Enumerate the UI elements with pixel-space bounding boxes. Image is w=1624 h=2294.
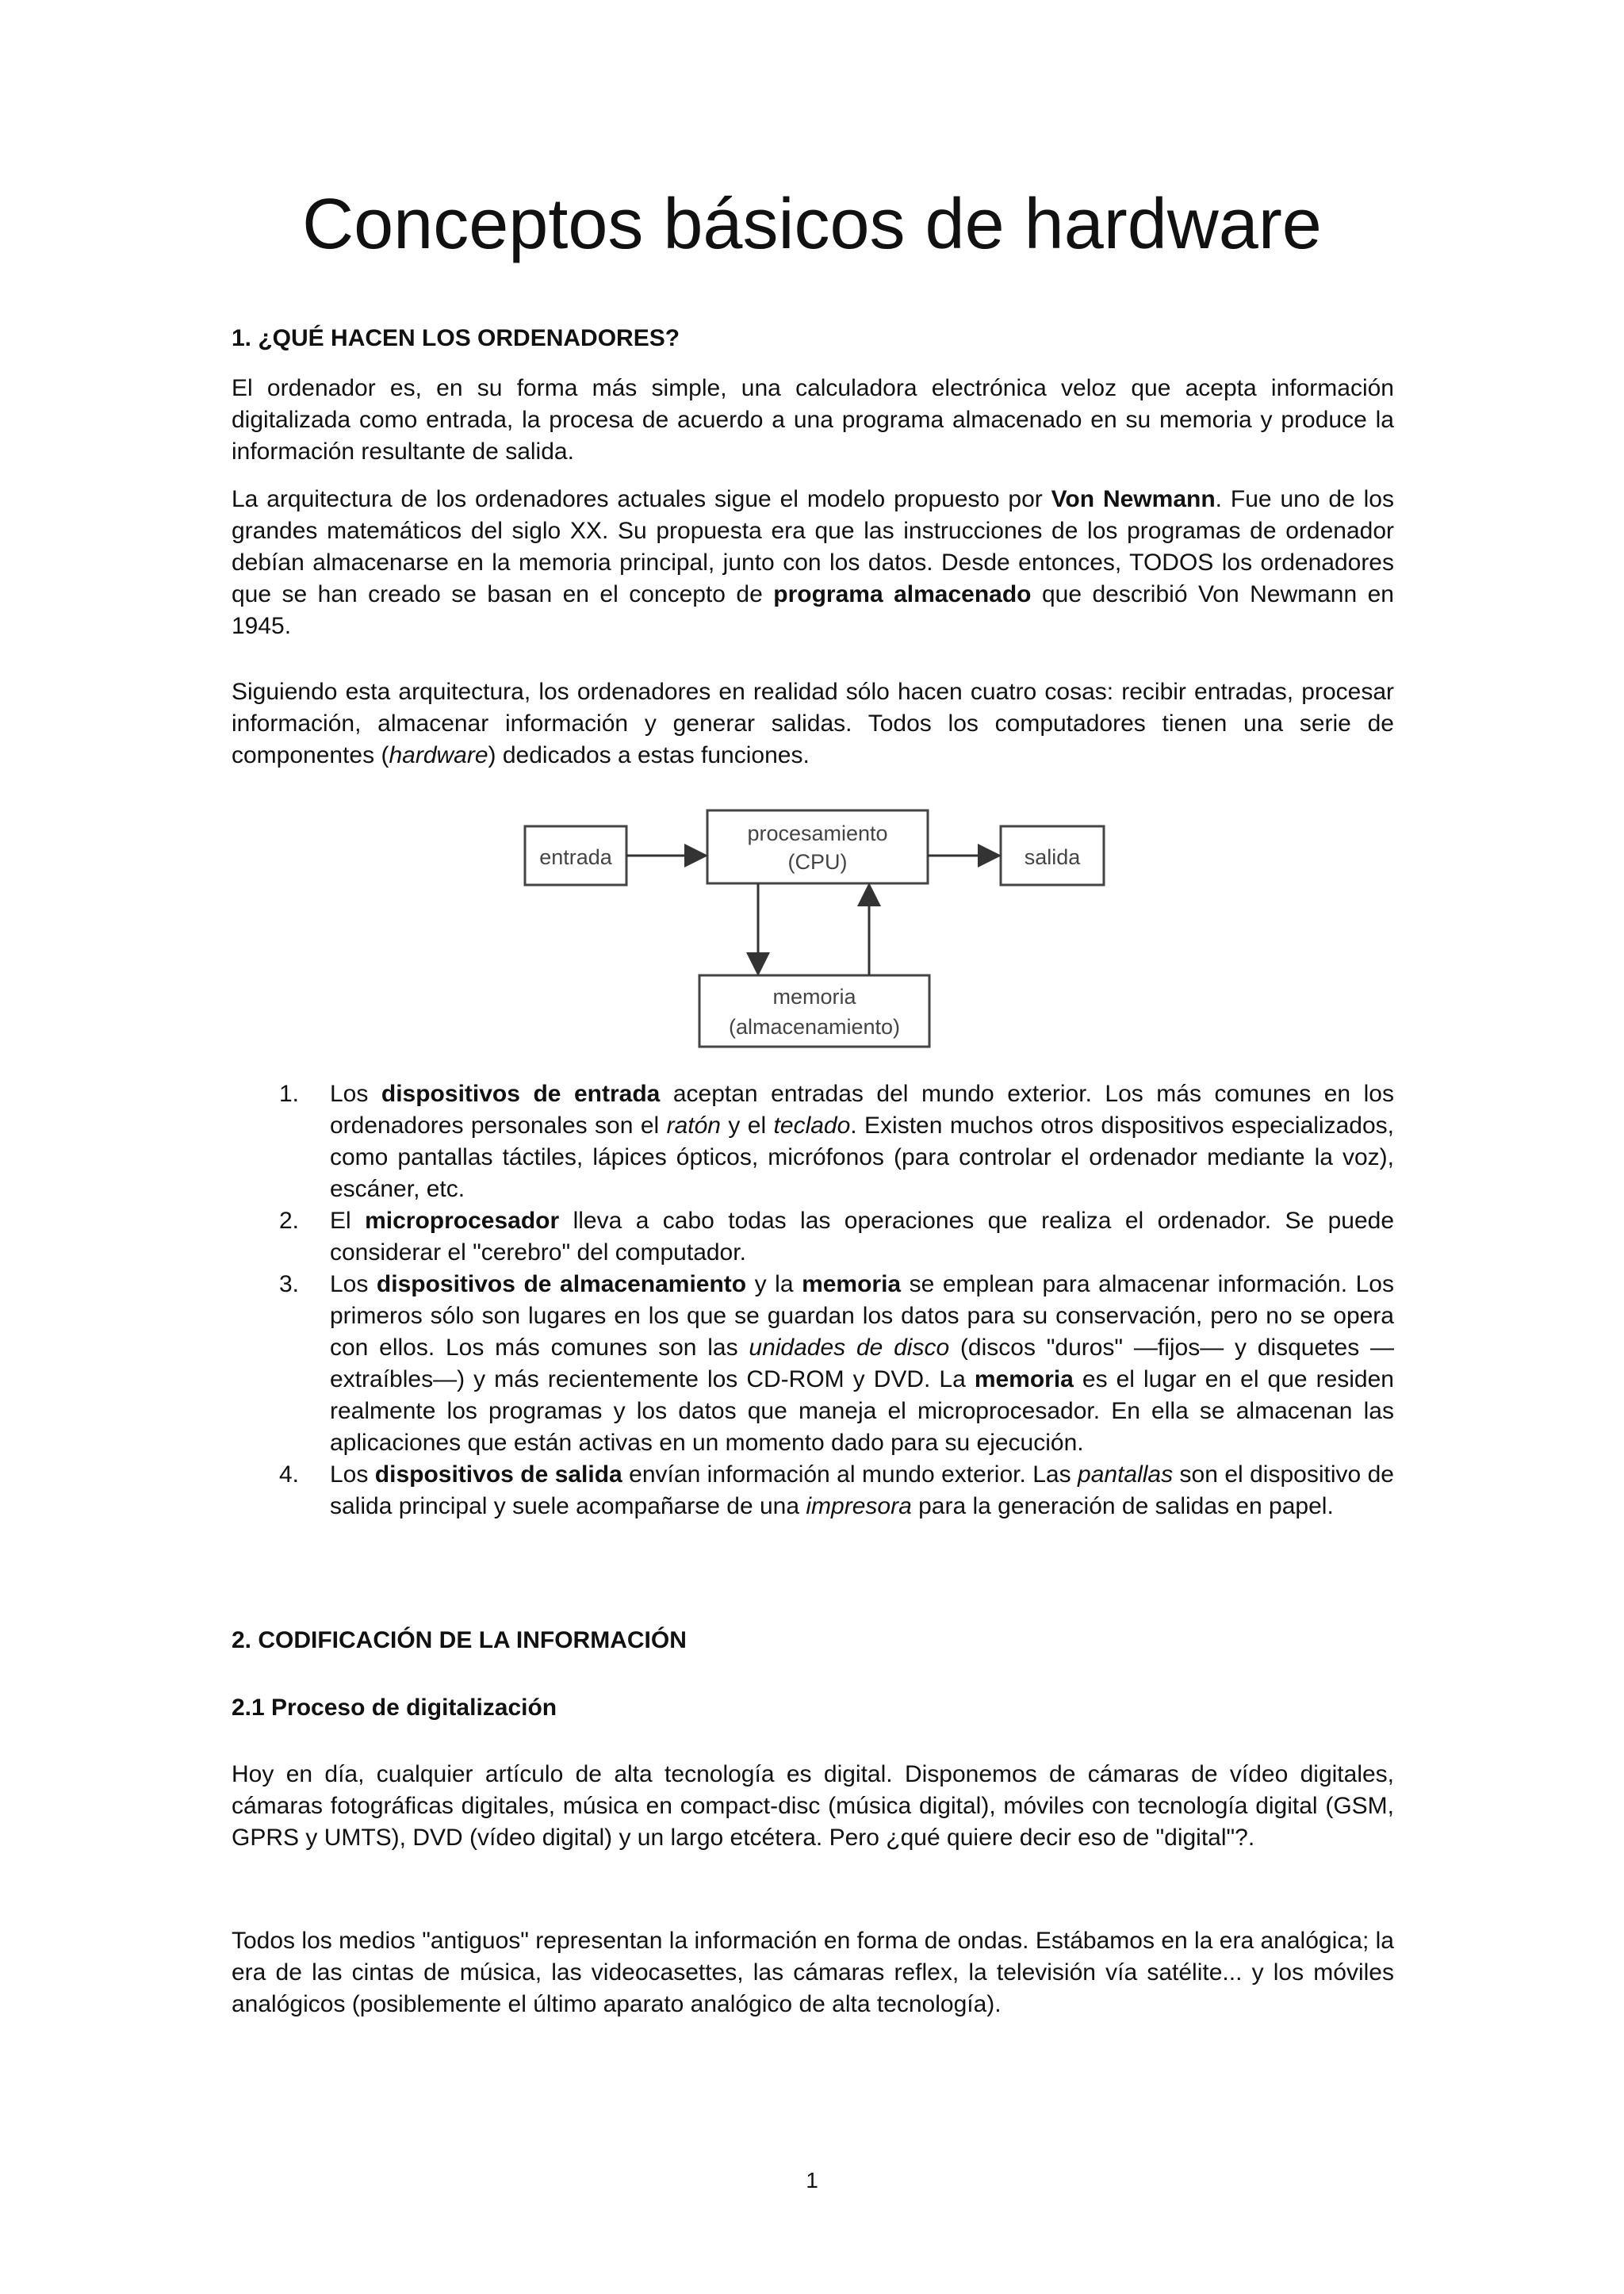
hardware-italic: hardware [389,742,488,768]
paragraph-4: Hoy en día, cualquier artículo de alta tecnología es digital. Disponemos de cámaras de vídeo digitales, cámaras fotográficas digitales, música en compact-disc (música digital), móviles con tecnología digital (GSM, GPRS y UMTS), DVD (vídeo digital) y un largo etcétera. Pero ¿qué quiere decir eso de "digital"?. [232,1761,1394,1851]
cpu-label-line2: (CPU) [787,850,848,874]
cpu-label-line1: procesamiento [747,821,888,845]
list-text: aceptan entradas del mundo exterior. Los más comunes en los ordenadores personales son el [330,1081,1394,1139]
list-item [232,1459,1394,1522]
list-text: son el dispositivo de salida principal y suele acompañarse de una [330,1461,1394,1519]
memory-box [699,975,929,1047]
section-heading-2: 2. CODIFICACIÓN DE LA INFORMACIÓN [232,1627,687,1653]
section-heading-1: 1. ¿QUÉ HACEN LOS ORDENADORES? [232,325,680,351]
list-text: Los [330,1461,375,1488]
list-text: y el [720,1113,774,1139]
list-text: Los [330,1271,377,1297]
list-item-number: 1. [279,1081,300,1107]
list-item [232,1205,1394,1269]
list-italic: teclado [773,1113,851,1139]
paragraph-2-text-c: que describió Von Newmann en 1945. [232,581,1394,639]
paragraph-2-text-b: . Fue uno de los grandes matemáticos del siglo XX. Su propuesta era que las instrucciones de los programas de ordenador debían almacenarse en la memoria principal, junto con los datos. Desde entonces, TODOS los ordenadores que se han creado se basan en el concepto de [232,486,1394,607]
programa-almacenado-bold: programa almacenado [773,581,1032,607]
list-bold: microprocesador [365,1208,560,1234]
list-italic: ratón [666,1113,721,1139]
list-item [232,1078,1394,1205]
cpu-box [707,810,928,883]
paragraph-3-text-b: ) dedicados a estas funciones. [488,742,810,768]
document-title: Conceptos básicos de hardware [302,185,1322,264]
von-newmann-bold: Von Newmann [1051,486,1216,512]
list-text: . Existen muchos otros dispositivos especializados, como pantallas táctiles, lápices ópticos, micrófonos (para controlar el ordenador mediante la voz), escáner, etc. [330,1113,1394,1202]
list-italic: impresora [806,1493,912,1519]
page-number: 1 [806,2168,818,2193]
paragraph-2-text-a: La arquitectura de los ordenadores actuales sigue el modelo propuesto por [232,486,1051,512]
list-text: y la [746,1271,802,1297]
paragraph-3-text-a: Siguiendo esta arquitectura, los ordenadores en realidad sólo hacen cuatro cosas: recibir entradas, procesar información, almacenar información y generar salidas. Todos los computadores tienen una serie de componentes ( [232,679,1394,768]
paragraph-1: El ordenador es, en su forma más simple, una calculadora electrónica veloz que acepta información digitalizada como entrada, la procesa de acuerdo a una programa almacenado en su memoria y produce la información resultante de salida. [232,375,1394,465]
list-text: (discos "duros" —fijos— y disquetes —extraíbles—) y más recientemente los CD-ROM y DVD. La [330,1335,1394,1392]
list-text: envían información al mundo exterior. Las [622,1461,1078,1488]
input-label: entrada [539,845,612,869]
list-italic: pantallas [1078,1461,1174,1488]
list-item-number: 4. [279,1461,300,1488]
list-item-number: 3. [279,1271,300,1297]
output-box [1001,826,1104,885]
list-item-number: 2. [279,1208,300,1234]
paragraph-3 [232,676,1394,772]
list-text: se emplean para almacenar información. Los primeros sólo son lugares en los que se guardan los datos para su conservación, pero no se opera con ellos. Los más comunes son las [330,1271,1394,1361]
list-bold: dispositivos de almacenamiento [376,1271,747,1297]
output-label: salida [1024,845,1081,869]
architecture-diagram [515,799,1118,1061]
input-box [525,826,626,885]
subsection-heading: 2.1 Proceso de digitalización [232,1695,557,1721]
list-text: Los [330,1081,381,1107]
list-item [232,1269,1394,1459]
list-bold: memoria [802,1271,902,1297]
components-list [232,1078,1394,1522]
list-bold: dispositivos de salida [374,1461,622,1488]
list-text: lleva a cabo todas las operaciones que realiza el ordenador. Se puede considerar el "cerebro" del computador. [330,1208,1394,1266]
list-text: El [330,1208,366,1234]
list-text: es el lugar en el que residen realmente los programas y los datos que maneja el microprocesador. En ella se almacenan las aplicaciones que están activas en un momento dado para su ejecución. [330,1366,1394,1456]
list-text: para la generación de salidas en papel. [911,1493,1334,1519]
list-italic: unidades de disco [749,1335,950,1361]
list-bold: dispositivos de entrada [381,1081,661,1107]
memory-label-line1: memoria [772,985,856,1009]
paragraph-2 [232,484,1394,642]
list-bold: memoria [974,1366,1074,1392]
paragraph-5: Todos los medios "antiguos" representan la información en forma de ondas. Estábamos en la era analógica; la era de las cintas de música, las videocasettes, las cámaras reflex, la televisión vía satélite... y los móviles analógicos (posiblemente el último aparato analógico de alta tecnología). [232,1928,1394,2017]
memory-label-line2: (almacenamiento) [728,1015,901,1039]
